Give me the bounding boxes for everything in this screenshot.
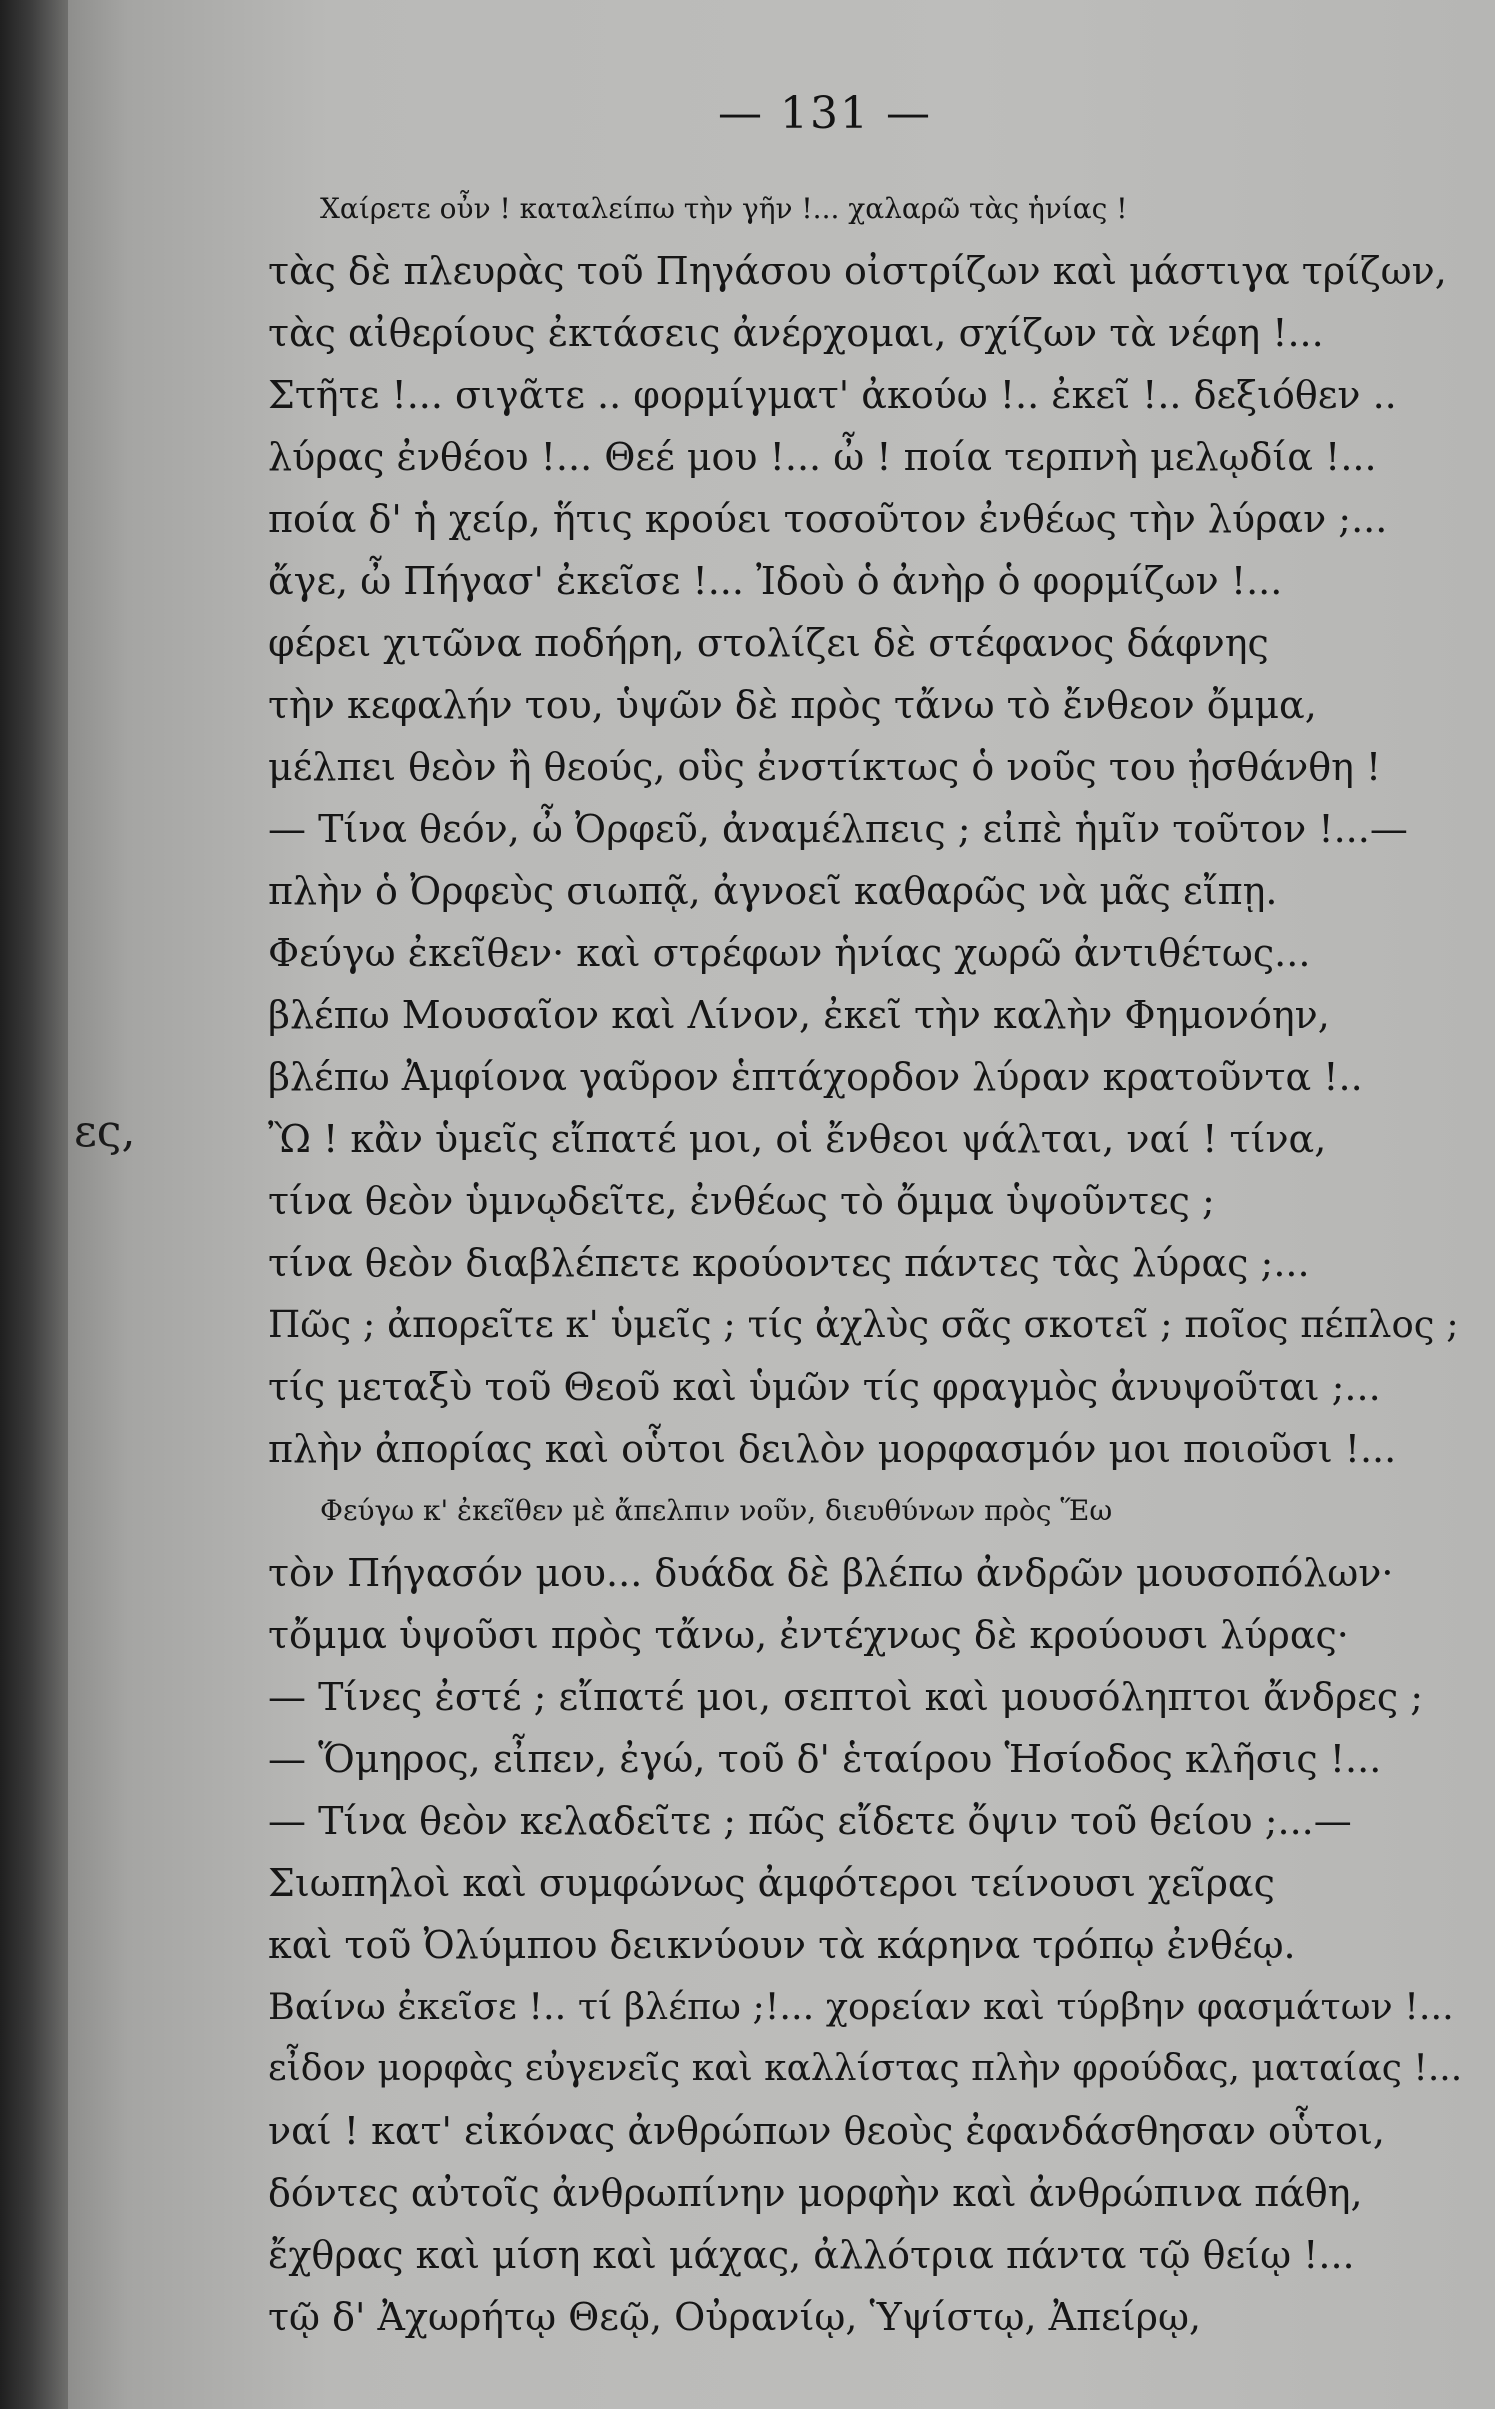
text-line: Βαίνω ἐκεῖσε !.. τί βλέπω ;!... χορείαν καὶ τύρβην φασμάτων !... [268,1985,1454,2028]
text-line: Φεύγω κ' ἐκεῖθεν μὲ ἄπελπιν νοῦν, διευθύνων πρὸς Ἕω [320,1494,1113,1527]
text-line: τίνα θεὸν διαβλέπετε κρούοντες πάντες τὰς λύρας ;... [268,1241,1310,1285]
text-line: πλὴν ὁ Ὀρφεὺς σιωπᾷ, ἀγνοεῖ καθαρῶς νὰ μᾶς εἴπῃ. [268,869,1278,913]
text-line: ἄγε, ὦ Πήγασ' ἐκεῖσε !... Ἰδοὺ ὁ ἀνὴρ ὁ φορμίζων !... [268,559,1283,603]
text-line: βλέπω Ἀμφίονα γαῦρον ἑπτάχορδον λύραν κρατοῦντα !.. [268,1055,1363,1099]
text-line: Στῆτε !... σιγᾶτε .. φορμίγματ' ἀκούω !.. ἐκεῖ !.. δεξιόθεν .. [268,373,1397,417]
text-line: — Τίνες ἐστέ ; εἴπατέ μοι, σεπτοὶ καὶ μουσόληπτοι ἄνδρες ; [268,1675,1424,1719]
book-page [68,0,1495,2409]
text-line: Χαίρετε οὖν ! καταλείπω τὴν γῆν !... χαλαρῶ τὰς ἡνίας ! [320,192,1128,225]
poem-text [268,178,1468,2348]
text-line: τὸν Πήγασόν μου... δυάδα δὲ βλέπω ἀνδρῶν μουσοπόλων· [268,1551,1394,1595]
text-line: μέλπει θεὸν ἢ θεούς, οὓς ἐνστίκτως ὁ νοῦς του ᾐσθάνθη ! [268,745,1382,789]
text-line: ναί ! κατ' εἰκόνας ἀνθρώπων θεοὺς ἐφανδάσθησαν οὗτοι, [268,2109,1385,2153]
facing-page-fragment: ες, [74,1106,136,1157]
text-line: τίνα θεὸν ὑμνῳδεῖτε, ἐνθέως τὸ ὄμμα ὑψοῦντες ; [268,1179,1215,1223]
text-line: τὰς δὲ πλευρὰς τοῦ Πηγάσου οἰστρίζων καὶ μάστιγα τρίζων, [268,249,1447,293]
text-line: τὴν κεφαλήν του, ὑψῶν δὲ πρὸς τἄνω τὸ ἔνθεον ὄμμα, [268,683,1317,727]
book-gutter-shadow [0,0,68,2409]
text-line: εἶδον μορφὰς εὐγενεῖς καὶ καλλίστας πλὴν φρούδας, ματαίας !... [268,2048,1463,2089]
text-line: τίς μεταξὺ τοῦ Θεοῦ καὶ ὑμῶν τίς φραγμὸς ἀνυψοῦται ;... [268,1365,1381,1409]
text-line: λύρας ἐνθέου !... Θεέ μου !... ὦ ! ποία τερπνὴ μελῳδία !... [268,435,1377,479]
text-line: Ὢ ! κἂν ὑμεῖς εἴπατέ μοι, οἱ ἔνθεοι ψάλται, ναί ! τίνα, [268,1117,1327,1161]
text-line: φέρει χιτῶνα ποδήρη, στολίζει δὲ στέφανος δάφνης [268,621,1269,665]
text-line: — Ὅμηρος, εἶπεν, ἐγώ, τοῦ δ' ἑταίρου Ἡσίοδος κλῆσις !... [268,1737,1382,1781]
text-line: ποία δ' ἡ χείρ, ἥτις κρούει τοσοῦτον ἐνθέως τὴν λύραν ;... [268,497,1388,541]
text-line: βλέπω Μουσαῖον καὶ Λίνον, ἐκεῖ τὴν καλὴν Φημονόην, [268,993,1330,1037]
text-line: — Τίνα θεόν, ὦ Ὀρφεῦ, ἀναμέλπεις ; εἰπὲ ἡμῖν τοῦτον !...— [268,807,1408,851]
text-line: δόντες αὐτοῖς ἀνθρωπίνην μορφὴν καὶ ἀνθρώπινα πάθη, [268,2171,1363,2215]
text-line: ἔχθρας καὶ μίση καὶ μάχας, ἀλλότρια πάντα τῷ θείῳ !... [268,2233,1355,2277]
text-line: τῷ δ' Ἀχωρήτῳ Θεῷ, Οὐρανίῳ, Ὑψίστῳ, Ἀπείρῳ, [268,2295,1202,2339]
text-line: — Τίνα θεὸν κελαδεῖτε ; πῶς εἴδετε ὄψιν τοῦ θείου ;...— [268,1799,1352,1843]
text-line: τὰς αἰθερίους ἐκτάσεις ἀνέρχομαι, σχίζων τὰ νέφη !... [268,311,1324,355]
text-line: Σιωπηλοὶ καὶ συμφώνως ἀμφότεροι τείνουσι χεῖρας [268,1861,1275,1905]
text-line: Πῶς ; ἀπορεῖτε κ' ὑμεῖς ; τίς ἀχλὺς σᾶς σκοτεῖ ; ποῖος πέπλος ; [268,1303,1459,1346]
text-line: πλὴν ἀπορίας καὶ οὗτοι δειλὸν μορφασμόν μοι ποιοῦσι !... [268,1427,1397,1471]
page-number: — 131 — [718,88,932,139]
text-line: καὶ τοῦ Ὀλύμπου δεικνύουν τὰ κάρηνα τρόπῳ ἐνθέῳ. [268,1923,1296,1967]
text-line: Φεύγω ἐκεῖθεν· καὶ στρέφων ἡνίας χωρῶ ἀντιθέτως... [268,931,1311,975]
text-line: τὄμμα ὑψοῦσι πρὸς τἄνω, ἐντέχνως δὲ κρούουσι λύρας· [268,1613,1349,1657]
